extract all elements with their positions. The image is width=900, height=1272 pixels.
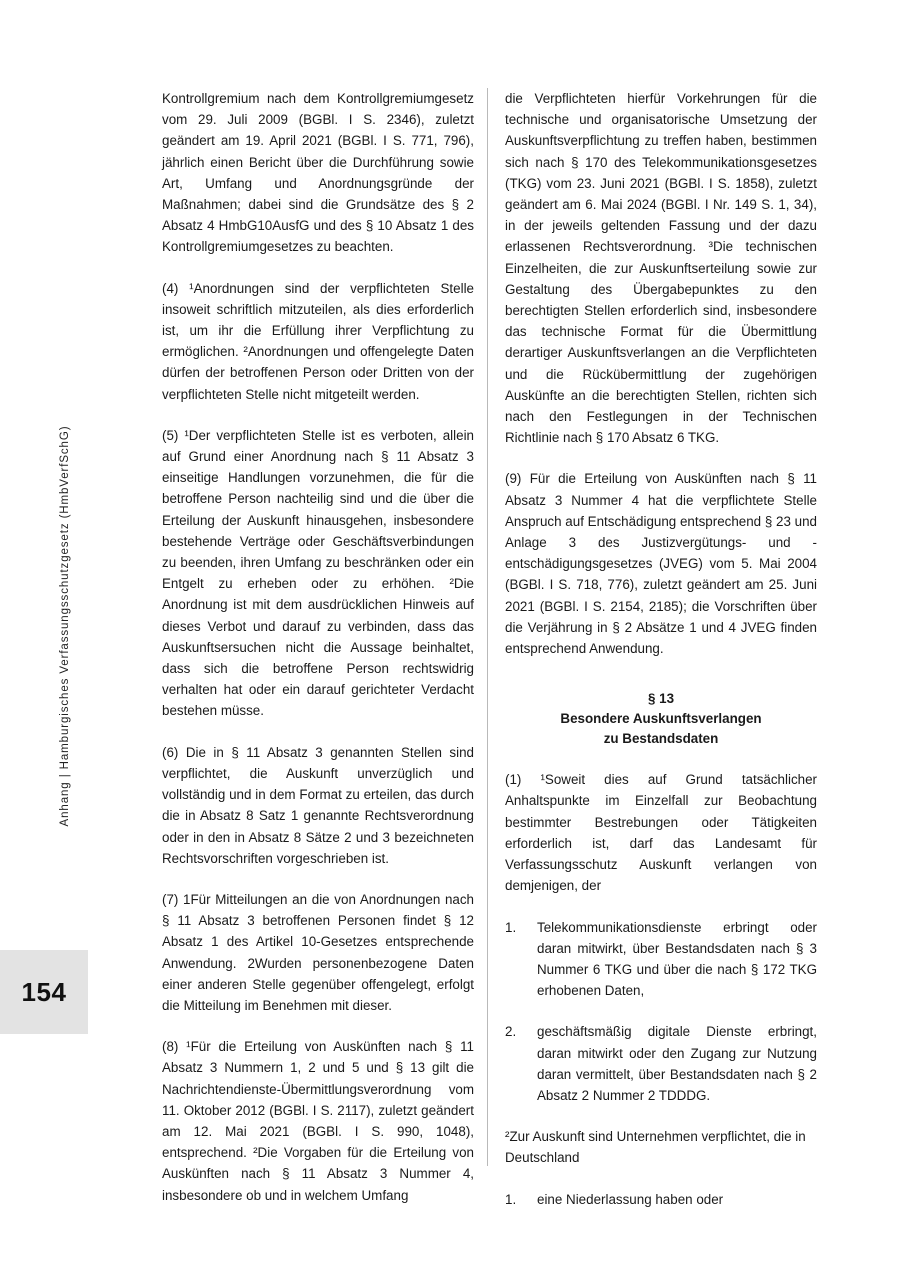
paragraph-absatz-8-continued: die Verpflichteten hierfür Vorkehrungen für die technische und organisatorische Umsetzung der Auskunftsverpflichtung zu treffen haben, bestimmen sich nach § 170 des Telekommunikationsgesetzes (TKG) vom 23. Juni 2021 (BGBl. I S. 1858), zuletzt geändert am 6. Mai 2024 (BGBl. I Nr. 149 S. 1, 34), in der jeweils geltenden Fassung und der dazu erlassenen Rechtsverordnung. ³Die technischen Einzelheiten, die zur Auskunftserteilung sowie zur Gestaltung des Übergabepunktes zu den berechtigten Stellen erforderlich sind, insbesondere das technische Format für die Übermittlung derartiger Auskunftsverlangen an die Verpflichteten und die Rückübermittlung der zugehörigen Auskünfte an die berechtigten Stellen, richten sich nach den Festlegungen in der Technischen Richtlinie nach § 170 Absatz 6 TKG.	[505, 91, 817, 446]
list-item-marker: 2.	[505, 1024, 517, 1040]
list-item-marker: 1.	[505, 1191, 517, 1207]
list-item-marker: 1.	[505, 919, 517, 935]
list-item-text: eine Niederlassung haben oder	[537, 1191, 724, 1207]
numbered-list-2	[505, 1189, 817, 1210]
running-head: Anhang | Hamburgisches Verfassungsschutzgesetz (HmbVerfSchG)	[59, 425, 71, 827]
paragraph-absatz-8: (8) ¹Für die Erteilung von Auskünften nach § 11 Absatz 3 Nummern 1, 2 und 5 und § 13 gilt die Nachrichtendienste-Übermittlungsverordnung vom 11. Oktober 2012 (BGBl. I S. 2117), zuletzt geändert am 12. Mai 2021 (BGBl. I S. 990, 1048), entsprechend. ²Die Vorgaben für die Erteilung von Auskünften nach § 11 Absatz 3 Nummer 4, insbesondere ob und in welchem Umfang	[162, 1039, 474, 1203]
page-number: 154	[21, 976, 67, 1007]
side-rail	[0, 0, 130, 1272]
column-left	[162, 88, 474, 1206]
paragraph-absatz-9: (9) Für die Erteilung von Auskünften nach § 11 Absatz 3 Nummer 4 hat die verpflichtete Stelle Anspruch auf Entschädigung entsprechend § 23 und Anlage 3 des Justizvergütungs- und -entschädigungsgesetzes (JVEG) vom 5. Mai 2004 (BGBl. I S. 718, 776), zuletzt geändert am 25. Juni 2021 (BGBl. I S. 2154, 2185); die Vorschriften über die Verjährung in § 2 Absätze 1 und 4 JVEG finden entsprechend Anwendung.	[505, 471, 817, 657]
paragraph-absatz-4: (4) ¹Anordnungen sind der verpflichteten Stelle insoweit schriftlich mitzuteilen, als dies erforderlich ist, um ihr die Erfüllung ihrer Verpflichtung zu ermöglichen. ²Anordnungen und offengelegte Daten dürfen der betroffenen Person oder Dritten von der verpflichteten Stelle nicht mitgeteilt werden.	[162, 280, 474, 402]
column-right	[505, 88, 817, 1230]
paragraph-13-satz-2: ²Zur Auskunft sind Unternehmen verpflichtet, die in Deutschland	[505, 1129, 806, 1166]
paragraph-absatz-5: (5) ¹Der verpflichteten Stelle ist es verboten, allein auf Grund einer Anordnung nach § 11 Absatz 3 einseitige Handlungen vorzunehmen, die für die betroffene Person nachteilig sind und die über die Erteilung der Auskunft hinausgehen, insbesondere bestehende Verträge oder Geschäftsverbindungen zu beenden, ihren Umfang zu beschränken oder ein Entgelt zu erheben oder zu erhöhen. ²Die Anordnung ist mit dem ausdrücklichen Hinweis auf dieses Verbot und darauf zu verbinden, dass das Auskunftsersuchen nicht die Aussage beinhaltet, dass sich die betroffene Person rechtswidrig verhalten hat oder ein darauf gerichteter Verdacht bestehen müsse.	[162, 427, 474, 719]
paragraph-absatz-7: (7) 1Für Mitteilungen an die von Anordnungen nach § 11 Absatz 3 betroffenen Personen findet § 12 Absatz 1 des Artikel 10-Gesetzes entsprechende Anwendung. 2Wurden personenbezogene Daten einer anderen Stelle gegenüber offengelegt, erfolgt die Mitteilung im Benehmen mit dieser.	[162, 891, 474, 1013]
list-item-text: Telekommunikationsdienste erbringt oder daran mitwirkt, über Bestandsdaten nach § 3 Nummer 6 TKG und über die nach § 172 TKG erhobenen Daten,	[537, 919, 817, 999]
paragraph-absatz-6: (6) Die in § 11 Absatz 3 genannten Stellen sind verpflichtet, die Auskunft unverzüglich und vollständig und in dem Format zu erteilen, das durch die in Absatz 8 Satz 1 genannte Rechtsverordnung oder in den in Absatz 8 Sätze 2 und 3 bezeichneten Rechtsvorschriften vorgeschrieben ist.	[162, 744, 474, 866]
paragraph-13-absatz-1: (1) ¹Soweit dies auf Grund tatsächlicher Anhaltspunkte im Einzelfall zur Beobachtung bestimmter Bestrebungen oder Tätigkeiten erforderlich ist, darf das Landesamt für Verfassungsschutz Auskunft verlangen von demjenigen, der	[505, 772, 817, 894]
list-item-text: geschäftsmäßig digitale Dienste erbringt, daran mitwirkt oder den Zugang zur Nutzung daran vermittelt, über Bestandsdaten nach § 2 Absatz 2 Nummer 2 TDDDG.	[537, 1024, 817, 1103]
section-heading	[505, 689, 817, 749]
list-item	[505, 1021, 817, 1106]
page-number-box	[0, 950, 88, 1034]
section-title-line-2: zu Bestandsdaten	[603, 731, 719, 747]
section-number: § 13	[647, 691, 675, 707]
text-columns	[162, 88, 836, 1207]
section-title-line-1: Besondere Auskunftsverlangen	[560, 711, 762, 727]
list-item	[505, 1189, 817, 1210]
list-item	[505, 917, 817, 1002]
numbered-list-1	[505, 917, 817, 1107]
paragraph-kontrollgremium: Kontrollgremium nach dem Kontrollgremiumgesetz vom 29. Juli 2009 (BGBl. I S. 2346), zuletzt geändert am 19. April 2021 (BGBl. I S. 771, 796), jährlich einen Bericht über die Durchführung sowie Art, Umfang und Anordnungsgründe der Maßnahmen; dabei sind die Grundsätze des § 2 Absatz 4 HmbG10AusfG und des § 10 Absatz 1 des Kontrollgremiumgesetzes zu beachten.	[162, 91, 474, 255]
